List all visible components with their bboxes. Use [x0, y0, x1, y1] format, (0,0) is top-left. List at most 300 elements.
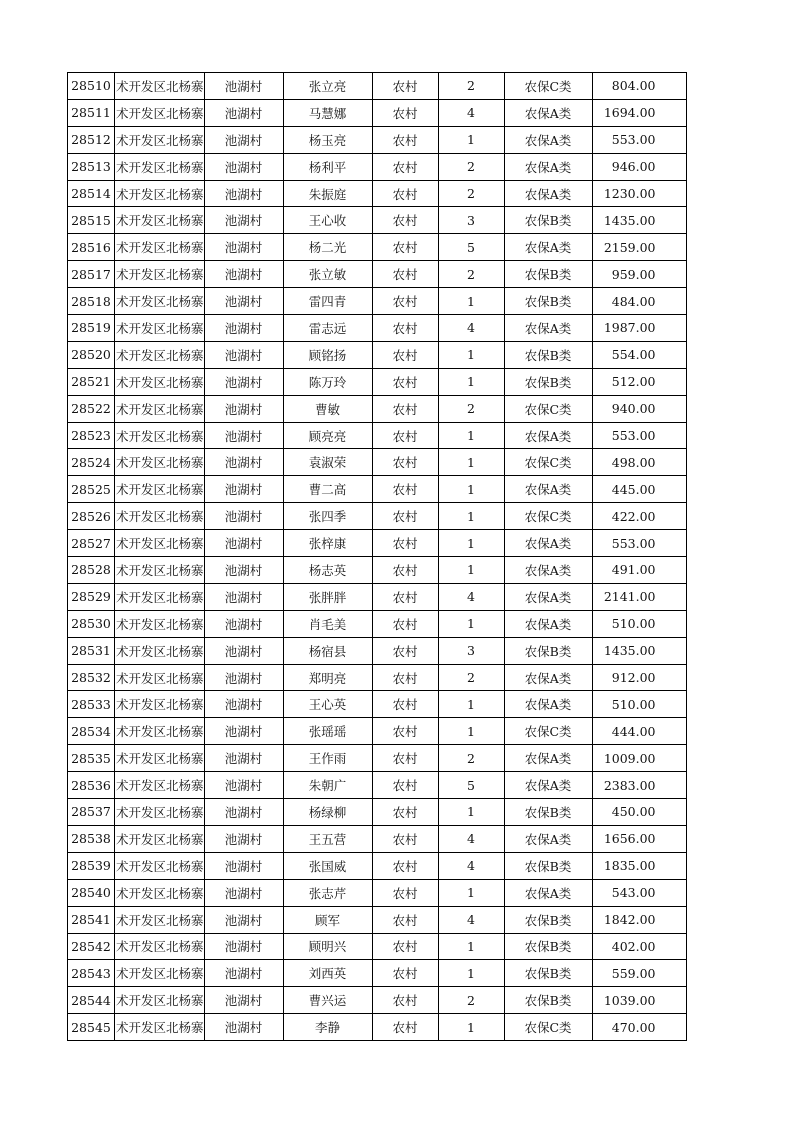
- village-name-cell: 池湖村: [204, 960, 283, 987]
- area-name-cell: 术开发区北杨寨: [115, 449, 205, 476]
- household-count-cell: 1: [438, 879, 504, 906]
- residence-type-cell: 农村: [372, 73, 438, 100]
- insurance-class-cell: 农保A类: [504, 476, 592, 503]
- table-row: [68, 207, 687, 234]
- person-name-cell: 张四季: [283, 503, 372, 530]
- insurance-class-cell: 农保A类: [504, 530, 592, 557]
- household-count-cell: 2: [438, 73, 504, 100]
- residence-type-cell: 农村: [372, 476, 438, 503]
- person-name-cell: 王五营: [283, 825, 372, 852]
- residence-type-cell: 农村: [372, 691, 438, 718]
- household-count-cell: 4: [438, 315, 504, 342]
- person-name-cell: 李静: [283, 1014, 372, 1041]
- amount-cell: 2141.00: [592, 583, 686, 610]
- insurance-class-cell: 农保A类: [504, 315, 592, 342]
- residence-type-cell: 农村: [372, 126, 438, 153]
- insurance-class-cell: 农保B类: [504, 341, 592, 368]
- amount-cell: 491.00: [592, 557, 686, 584]
- residence-type-cell: 农村: [372, 153, 438, 180]
- village-name-cell: 池湖村: [204, 261, 283, 288]
- table-row: [68, 610, 687, 637]
- row-number-cell: 28534: [68, 718, 115, 745]
- area-name-cell: 术开发区北杨寨: [115, 557, 205, 584]
- residence-type-cell: 农村: [372, 368, 438, 395]
- amount-cell: 498.00: [592, 449, 686, 476]
- insurance-class-cell: 农保C类: [504, 73, 592, 100]
- amount-cell: 1835.00: [592, 852, 686, 879]
- table-row: [68, 261, 687, 288]
- row-number-cell: 28527: [68, 530, 115, 557]
- village-name-cell: 池湖村: [204, 99, 283, 126]
- residence-type-cell: 农村: [372, 449, 438, 476]
- household-count-cell: 4: [438, 99, 504, 126]
- person-name-cell: 陈万玲: [283, 368, 372, 395]
- village-name-cell: 池湖村: [204, 583, 283, 610]
- village-name-cell: 池湖村: [204, 691, 283, 718]
- residence-type-cell: 农村: [372, 261, 438, 288]
- insurance-class-cell: 农保B类: [504, 368, 592, 395]
- table-row: [68, 906, 687, 933]
- insurance-class-cell: 农保C类: [504, 1014, 592, 1041]
- village-name-cell: 池湖村: [204, 73, 283, 100]
- row-number-cell: 28542: [68, 933, 115, 960]
- insurance-class-cell: 农保A类: [504, 691, 592, 718]
- area-name-cell: 术开发区北杨寨: [115, 341, 205, 368]
- person-name-cell: 张立亮: [283, 73, 372, 100]
- household-count-cell: 2: [438, 261, 504, 288]
- insurance-class-cell: 农保A类: [504, 879, 592, 906]
- table-row: [68, 745, 687, 772]
- area-name-cell: 术开发区北杨寨: [115, 261, 205, 288]
- table-row: [68, 99, 687, 126]
- table-row: [68, 476, 687, 503]
- residence-type-cell: 农村: [372, 422, 438, 449]
- area-name-cell: 术开发区北杨寨: [115, 772, 205, 799]
- residence-type-cell: 农村: [372, 960, 438, 987]
- table-row: [68, 530, 687, 557]
- amount-cell: 959.00: [592, 261, 686, 288]
- table-row: [68, 664, 687, 691]
- amount-cell: 444.00: [592, 718, 686, 745]
- insurance-class-cell: 农保C类: [504, 503, 592, 530]
- person-name-cell: 曹二高: [283, 476, 372, 503]
- insurance-class-cell: 农保A类: [504, 422, 592, 449]
- person-name-cell: 杨玉亮: [283, 126, 372, 153]
- insurance-class-cell: 农保A类: [504, 610, 592, 637]
- row-number-cell: 28540: [68, 879, 115, 906]
- residence-type-cell: 农村: [372, 234, 438, 261]
- table-row: [68, 557, 687, 584]
- household-count-cell: 4: [438, 852, 504, 879]
- area-name-cell: 术开发区北杨寨: [115, 288, 205, 315]
- village-name-cell: 池湖村: [204, 503, 283, 530]
- residence-type-cell: 农村: [372, 503, 438, 530]
- table-row: [68, 799, 687, 826]
- amount-cell: 553.00: [592, 530, 686, 557]
- village-name-cell: 池湖村: [204, 234, 283, 261]
- village-name-cell: 池湖村: [204, 126, 283, 153]
- household-count-cell: 3: [438, 207, 504, 234]
- household-count-cell: 1: [438, 960, 504, 987]
- residence-type-cell: 农村: [372, 879, 438, 906]
- row-number-cell: 28544: [68, 987, 115, 1014]
- row-number-cell: 28520: [68, 341, 115, 368]
- village-name-cell: 池湖村: [204, 799, 283, 826]
- amount-cell: 946.00: [592, 153, 686, 180]
- village-name-cell: 池湖村: [204, 879, 283, 906]
- area-name-cell: 术开发区北杨寨: [115, 583, 205, 610]
- row-number-cell: 28530: [68, 610, 115, 637]
- area-name-cell: 术开发区北杨寨: [115, 987, 205, 1014]
- table-row: [68, 691, 687, 718]
- row-number-cell: 28535: [68, 745, 115, 772]
- person-name-cell: 张胖胖: [283, 583, 372, 610]
- amount-cell: 484.00: [592, 288, 686, 315]
- area-name-cell: 术开发区北杨寨: [115, 315, 205, 342]
- household-count-cell: 1: [438, 449, 504, 476]
- household-count-cell: 2: [438, 664, 504, 691]
- table-row: [68, 1014, 687, 1041]
- person-name-cell: 王作雨: [283, 745, 372, 772]
- table-row: [68, 126, 687, 153]
- amount-cell: 1656.00: [592, 825, 686, 852]
- table-row: [68, 315, 687, 342]
- person-name-cell: 顾明兴: [283, 933, 372, 960]
- table-body: [68, 73, 687, 1041]
- village-name-cell: 池湖村: [204, 987, 283, 1014]
- residence-type-cell: 农村: [372, 557, 438, 584]
- amount-cell: 402.00: [592, 933, 686, 960]
- row-number-cell: 28514: [68, 180, 115, 207]
- area-name-cell: 术开发区北杨寨: [115, 368, 205, 395]
- household-count-cell: 2: [438, 987, 504, 1014]
- household-count-cell: 2: [438, 745, 504, 772]
- amount-cell: 554.00: [592, 341, 686, 368]
- insurance-class-cell: 农保B类: [504, 637, 592, 664]
- village-name-cell: 池湖村: [204, 745, 283, 772]
- insurance-class-cell: 农保B类: [504, 207, 592, 234]
- insurance-class-cell: 农保A类: [504, 99, 592, 126]
- residence-type-cell: 农村: [372, 637, 438, 664]
- village-name-cell: 池湖村: [204, 718, 283, 745]
- table-row: [68, 825, 687, 852]
- amount-cell: 553.00: [592, 422, 686, 449]
- person-name-cell: 肖毛美: [283, 610, 372, 637]
- row-number-cell: 28519: [68, 315, 115, 342]
- household-count-cell: 1: [438, 503, 504, 530]
- household-count-cell: 1: [438, 530, 504, 557]
- amount-cell: 422.00: [592, 503, 686, 530]
- area-name-cell: 术开发区北杨寨: [115, 207, 205, 234]
- person-name-cell: 马慧娜: [283, 99, 372, 126]
- amount-cell: 1230.00: [592, 180, 686, 207]
- insurance-class-cell: 农保A类: [504, 825, 592, 852]
- village-name-cell: 池湖村: [204, 906, 283, 933]
- village-name-cell: 池湖村: [204, 933, 283, 960]
- amount-cell: 512.00: [592, 368, 686, 395]
- household-count-cell: 4: [438, 906, 504, 933]
- household-count-cell: 1: [438, 126, 504, 153]
- table-row: [68, 583, 687, 610]
- insurance-class-cell: 农保C类: [504, 395, 592, 422]
- village-name-cell: 池湖村: [204, 557, 283, 584]
- village-name-cell: 池湖村: [204, 664, 283, 691]
- person-name-cell: 曹敏: [283, 395, 372, 422]
- household-count-cell: 1: [438, 610, 504, 637]
- amount-cell: 450.00: [592, 799, 686, 826]
- residence-type-cell: 农村: [372, 530, 438, 557]
- residence-type-cell: 农村: [372, 906, 438, 933]
- area-name-cell: 术开发区北杨寨: [115, 153, 205, 180]
- residence-type-cell: 农村: [372, 288, 438, 315]
- village-name-cell: 池湖村: [204, 368, 283, 395]
- residence-type-cell: 农村: [372, 395, 438, 422]
- insurance-class-cell: 农保A类: [504, 180, 592, 207]
- insurance-class-cell: 农保A类: [504, 153, 592, 180]
- table-row: [68, 422, 687, 449]
- amount-cell: 553.00: [592, 126, 686, 153]
- household-count-cell: 1: [438, 718, 504, 745]
- amount-cell: 445.00: [592, 476, 686, 503]
- insurance-class-cell: 农保A类: [504, 664, 592, 691]
- person-name-cell: 雷志远: [283, 315, 372, 342]
- household-count-cell: 2: [438, 395, 504, 422]
- table-row: [68, 503, 687, 530]
- household-count-cell: 1: [438, 422, 504, 449]
- village-name-cell: 池湖村: [204, 772, 283, 799]
- table-row: [68, 368, 687, 395]
- household-count-cell: 2: [438, 153, 504, 180]
- table-row: [68, 960, 687, 987]
- person-name-cell: 张志芹: [283, 879, 372, 906]
- village-name-cell: 池湖村: [204, 530, 283, 557]
- residence-type-cell: 农村: [372, 207, 438, 234]
- person-name-cell: 杨二光: [283, 234, 372, 261]
- row-number-cell: 28512: [68, 126, 115, 153]
- row-number-cell: 28545: [68, 1014, 115, 1041]
- household-count-cell: 1: [438, 933, 504, 960]
- table-row: [68, 449, 687, 476]
- area-name-cell: 术开发区北杨寨: [115, 126, 205, 153]
- area-name-cell: 术开发区北杨寨: [115, 745, 205, 772]
- person-name-cell: 张立敏: [283, 261, 372, 288]
- area-name-cell: 术开发区北杨寨: [115, 718, 205, 745]
- person-name-cell: 顾亮亮: [283, 422, 372, 449]
- person-name-cell: 张梓康: [283, 530, 372, 557]
- amount-cell: 940.00: [592, 395, 686, 422]
- table-row: [68, 288, 687, 315]
- row-number-cell: 28538: [68, 825, 115, 852]
- amount-cell: 1842.00: [592, 906, 686, 933]
- village-name-cell: 池湖村: [204, 852, 283, 879]
- table-row: [68, 73, 687, 100]
- table-row: [68, 933, 687, 960]
- residence-type-cell: 农村: [372, 315, 438, 342]
- amount-cell: 912.00: [592, 664, 686, 691]
- amount-cell: 1039.00: [592, 987, 686, 1014]
- household-count-cell: 2: [438, 180, 504, 207]
- household-count-cell: 1: [438, 341, 504, 368]
- insurance-class-cell: 农保B类: [504, 799, 592, 826]
- village-name-cell: 池湖村: [204, 825, 283, 852]
- area-name-cell: 术开发区北杨寨: [115, 691, 205, 718]
- insurance-class-cell: 农保A类: [504, 557, 592, 584]
- village-name-cell: 池湖村: [204, 422, 283, 449]
- amount-cell: 510.00: [592, 610, 686, 637]
- insurance-class-cell: 农保C类: [504, 449, 592, 476]
- insurance-class-cell: 农保B类: [504, 288, 592, 315]
- table-row: [68, 637, 687, 664]
- area-name-cell: 术开发区北杨寨: [115, 395, 205, 422]
- row-number-cell: 28510: [68, 73, 115, 100]
- amount-cell: 470.00: [592, 1014, 686, 1041]
- amount-cell: 1009.00: [592, 745, 686, 772]
- row-number-cell: 28536: [68, 772, 115, 799]
- amount-cell: 543.00: [592, 879, 686, 906]
- household-count-cell: 4: [438, 825, 504, 852]
- row-number-cell: 28515: [68, 207, 115, 234]
- insurance-class-cell: 农保A类: [504, 126, 592, 153]
- household-count-cell: 1: [438, 368, 504, 395]
- village-name-cell: 池湖村: [204, 153, 283, 180]
- person-name-cell: 王心英: [283, 691, 372, 718]
- village-name-cell: 池湖村: [204, 395, 283, 422]
- table-row: [68, 718, 687, 745]
- table-row: [68, 180, 687, 207]
- row-number-cell: 28526: [68, 503, 115, 530]
- insurance-class-cell: 农保A类: [504, 772, 592, 799]
- area-name-cell: 术开发区北杨寨: [115, 476, 205, 503]
- amount-cell: 2159.00: [592, 234, 686, 261]
- residence-type-cell: 农村: [372, 664, 438, 691]
- area-name-cell: 术开发区北杨寨: [115, 825, 205, 852]
- residence-type-cell: 农村: [372, 718, 438, 745]
- area-name-cell: 术开发区北杨寨: [115, 960, 205, 987]
- amount-cell: 2383.00: [592, 772, 686, 799]
- row-number-cell: 28543: [68, 960, 115, 987]
- insurance-class-cell: 农保B类: [504, 261, 592, 288]
- row-number-cell: 28539: [68, 852, 115, 879]
- area-name-cell: 术开发区北杨寨: [115, 610, 205, 637]
- row-number-cell: 28522: [68, 395, 115, 422]
- household-count-cell: 1: [438, 288, 504, 315]
- residence-type-cell: 农村: [372, 987, 438, 1014]
- data-table: [67, 72, 687, 1041]
- area-name-cell: 术开发区北杨寨: [115, 180, 205, 207]
- insurance-class-cell: 农保B类: [504, 960, 592, 987]
- person-name-cell: 王心收: [283, 207, 372, 234]
- person-name-cell: 张国威: [283, 852, 372, 879]
- area-name-cell: 术开发区北杨寨: [115, 664, 205, 691]
- area-name-cell: 术开发区北杨寨: [115, 99, 205, 126]
- amount-cell: 1435.00: [592, 207, 686, 234]
- row-number-cell: 28517: [68, 261, 115, 288]
- insurance-class-cell: 农保A类: [504, 583, 592, 610]
- area-name-cell: 术开发区北杨寨: [115, 933, 205, 960]
- table-row: [68, 395, 687, 422]
- household-count-cell: 1: [438, 476, 504, 503]
- amount-cell: 1694.00: [592, 99, 686, 126]
- village-name-cell: 池湖村: [204, 610, 283, 637]
- insurance-class-cell: 农保A类: [504, 745, 592, 772]
- area-name-cell: 术开发区北杨寨: [115, 503, 205, 530]
- insurance-class-cell: 农保B类: [504, 906, 592, 933]
- person-name-cell: 雷四青: [283, 288, 372, 315]
- table-row: [68, 153, 687, 180]
- village-name-cell: 池湖村: [204, 207, 283, 234]
- household-count-cell: 1: [438, 1014, 504, 1041]
- row-number-cell: 28531: [68, 637, 115, 664]
- person-name-cell: 朱朝广: [283, 772, 372, 799]
- person-name-cell: 杨利平: [283, 153, 372, 180]
- household-count-cell: 3: [438, 637, 504, 664]
- insurance-class-cell: 农保A类: [504, 234, 592, 261]
- person-name-cell: 郑明亮: [283, 664, 372, 691]
- area-name-cell: 术开发区北杨寨: [115, 799, 205, 826]
- household-count-cell: 1: [438, 691, 504, 718]
- area-name-cell: 术开发区北杨寨: [115, 879, 205, 906]
- area-name-cell: 术开发区北杨寨: [115, 73, 205, 100]
- insurance-class-cell: 农保B类: [504, 987, 592, 1014]
- area-name-cell: 术开发区北杨寨: [115, 1014, 205, 1041]
- area-name-cell: 术开发区北杨寨: [115, 234, 205, 261]
- person-name-cell: 曹兴运: [283, 987, 372, 1014]
- person-name-cell: 张瑶瑶: [283, 718, 372, 745]
- amount-cell: 559.00: [592, 960, 686, 987]
- village-name-cell: 池湖村: [204, 637, 283, 664]
- person-name-cell: 袁淑荣: [283, 449, 372, 476]
- village-name-cell: 池湖村: [204, 315, 283, 342]
- residence-type-cell: 农村: [372, 852, 438, 879]
- insurance-class-cell: 农保C类: [504, 718, 592, 745]
- residence-type-cell: 农村: [372, 745, 438, 772]
- table-row: [68, 879, 687, 906]
- residence-type-cell: 农村: [372, 1014, 438, 1041]
- table-row: [68, 772, 687, 799]
- person-name-cell: 顾军: [283, 906, 372, 933]
- village-name-cell: 池湖村: [204, 476, 283, 503]
- person-name-cell: 顾铭扬: [283, 341, 372, 368]
- household-count-cell: 4: [438, 583, 504, 610]
- residence-type-cell: 农村: [372, 933, 438, 960]
- residence-type-cell: 农村: [372, 99, 438, 126]
- row-number-cell: 28523: [68, 422, 115, 449]
- residence-type-cell: 农村: [372, 772, 438, 799]
- person-name-cell: 杨宿县: [283, 637, 372, 664]
- row-number-cell: 28516: [68, 234, 115, 261]
- person-name-cell: 杨绿柳: [283, 799, 372, 826]
- row-number-cell: 28532: [68, 664, 115, 691]
- row-number-cell: 28529: [68, 583, 115, 610]
- residence-type-cell: 农村: [372, 825, 438, 852]
- area-name-cell: 术开发区北杨寨: [115, 852, 205, 879]
- area-name-cell: 术开发区北杨寨: [115, 422, 205, 449]
- household-count-cell: 1: [438, 557, 504, 584]
- area-name-cell: 术开发区北杨寨: [115, 637, 205, 664]
- table-row: [68, 987, 687, 1014]
- amount-cell: 1435.00: [592, 637, 686, 664]
- insurance-class-cell: 农保B类: [504, 852, 592, 879]
- row-number-cell: 28525: [68, 476, 115, 503]
- row-number-cell: 28518: [68, 288, 115, 315]
- amount-cell: 804.00: [592, 73, 686, 100]
- person-name-cell: 朱振庭: [283, 180, 372, 207]
- row-number-cell: 28511: [68, 99, 115, 126]
- household-count-cell: 5: [438, 772, 504, 799]
- row-number-cell: 28528: [68, 557, 115, 584]
- row-number-cell: 28541: [68, 906, 115, 933]
- area-name-cell: 术开发区北杨寨: [115, 906, 205, 933]
